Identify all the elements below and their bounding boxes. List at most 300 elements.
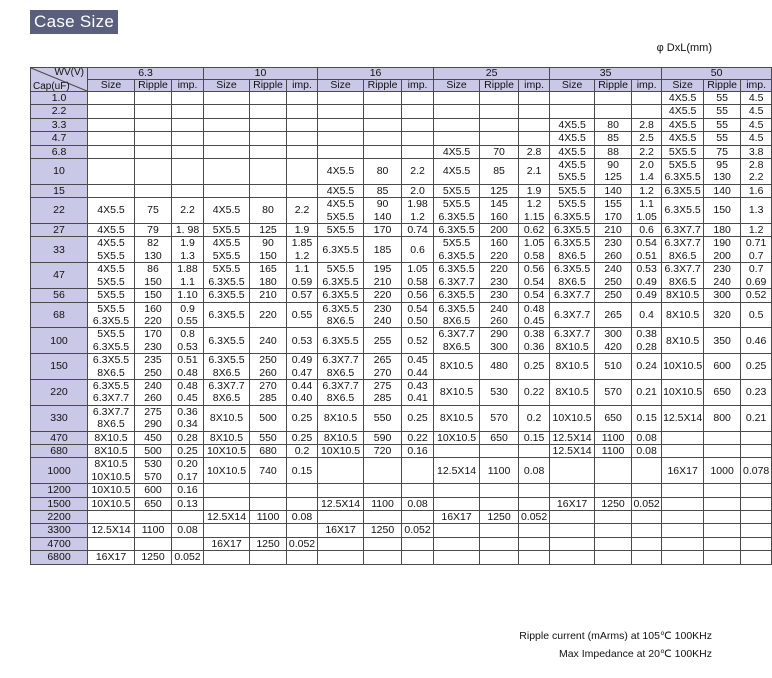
imp-cell	[632, 302, 662, 328]
ripple-cell	[595, 302, 632, 328]
ripple-value: 275	[144, 405, 162, 418]
size-cell	[434, 524, 480, 537]
ripple-cell	[704, 145, 741, 158]
imp-value: 1.05	[523, 237, 545, 250]
size-value: 6.3X5.5	[322, 289, 359, 302]
ripple-cell	[595, 524, 632, 537]
size-cell	[318, 444, 364, 457]
ripple-header: Ripple	[364, 80, 402, 92]
size-cell	[318, 511, 364, 524]
ripple-value: 260	[144, 392, 162, 405]
size-value: 8X6.5	[326, 392, 355, 405]
imp-value: 0.44	[407, 366, 428, 379]
size-cell	[434, 405, 480, 431]
size-value: 8X10.5	[665, 289, 700, 302]
imp-cell	[287, 198, 318, 224]
ripple-value: 285	[373, 392, 392, 405]
ripple-cell	[480, 354, 519, 380]
imp-value: 1.05	[407, 263, 428, 276]
ripple-value: 220	[490, 263, 508, 276]
imp-cell	[519, 405, 550, 431]
ripple-value: 240	[144, 379, 162, 392]
size-cell	[318, 159, 364, 185]
ripple-cell	[364, 105, 402, 118]
size-value: 10X10.5	[206, 444, 247, 457]
ripple-value: 510	[604, 360, 622, 373]
ripple-cell	[250, 118, 287, 131]
ripple-cell	[135, 302, 172, 328]
ripple-cell	[480, 263, 519, 289]
size-value: 4X5.5	[668, 118, 697, 131]
ripple-cell	[704, 132, 741, 145]
ripple-cell	[250, 237, 287, 263]
table-row	[31, 511, 772, 524]
ripple-value: 1000	[710, 464, 734, 477]
size-cell	[662, 224, 704, 237]
size-value: 6.3X7.7	[553, 308, 591, 321]
size-cell	[318, 145, 364, 158]
ripple-value: 90	[607, 159, 619, 172]
imp-value: 0.43	[407, 379, 428, 392]
size-cell	[662, 354, 704, 380]
imp-cell	[741, 224, 772, 237]
imp-value: 0.52	[745, 289, 767, 302]
imp-cell	[172, 118, 204, 131]
size-cell	[662, 237, 704, 263]
imp-value: 0.51	[177, 354, 198, 367]
ripple-cell	[480, 289, 519, 302]
ripple-cell	[135, 159, 172, 185]
size-cell	[318, 354, 364, 380]
size-value: 6.3X5.5	[208, 275, 245, 288]
ripple-value: 590	[373, 431, 392, 444]
imp-cell	[402, 328, 434, 354]
ripple-cell	[364, 132, 402, 145]
size-cell	[662, 497, 704, 510]
size-cell	[204, 484, 250, 497]
ripple-value: 350	[713, 334, 731, 347]
imp-value: 0.48	[177, 366, 198, 379]
ripple-value: 300	[604, 328, 622, 341]
imp-cell	[172, 354, 204, 380]
ripple-cell	[250, 159, 287, 185]
ripple-cell	[135, 458, 172, 484]
size-cell	[434, 198, 480, 224]
size-value: 6.3X5.5	[208, 334, 245, 347]
imp-value: 0.57	[291, 289, 313, 302]
imp-cell	[172, 237, 204, 263]
size-cell	[662, 118, 704, 131]
table-row	[31, 431, 772, 444]
ripple-cell	[364, 92, 402, 105]
ripple-value: 480	[490, 360, 508, 373]
capacitance-cell: 47	[31, 263, 88, 289]
size-cell	[88, 497, 135, 510]
size-cell	[88, 379, 135, 405]
size-value: 4X5.5	[442, 145, 471, 158]
size-value: 6.3X5.5	[553, 237, 591, 250]
size-cell	[550, 263, 595, 289]
ripple-cell	[364, 484, 402, 497]
size-value: 4X5.5	[442, 165, 471, 178]
ripple-value: 720	[373, 444, 392, 457]
imp-cell	[741, 198, 772, 224]
imp-value: 2.1	[526, 165, 542, 178]
imp-value: 2.8	[639, 118, 654, 131]
imp-cell	[519, 118, 550, 131]
imp-cell	[519, 551, 550, 564]
size-value: 6.3X7.7	[322, 354, 359, 367]
ripple-cell	[480, 132, 519, 145]
ripple-value: 55	[716, 118, 728, 131]
ripple-value: 230	[713, 263, 731, 276]
size-value: 6.3X5.5	[322, 243, 359, 256]
imp-cell	[741, 511, 772, 524]
size-value: 5X5.5	[326, 263, 355, 276]
size-cell	[88, 458, 135, 484]
imp-value: 0.49	[636, 275, 657, 288]
imp-value: 1.1	[294, 263, 310, 276]
size-cell	[204, 237, 250, 263]
size-cell	[550, 289, 595, 302]
imp-value: 0.8	[180, 328, 195, 341]
size-cell	[434, 484, 480, 497]
imp-value: 1.2	[748, 224, 764, 237]
size-value: 12.5X14	[320, 497, 361, 510]
ripple-value: 1100	[256, 511, 280, 523]
imp-cell	[741, 537, 772, 550]
ripple-cell	[364, 328, 402, 354]
size-value: 6.3X5.5	[553, 224, 591, 237]
ripple-value: 125	[604, 171, 622, 184]
imp-value: 0.58	[523, 249, 545, 262]
size-cell	[88, 105, 135, 118]
size-cell	[550, 328, 595, 354]
size-cell	[434, 237, 480, 263]
size-value: 5X5.5	[442, 198, 471, 211]
imp-value: 0.23	[745, 386, 767, 399]
imp-cell	[172, 379, 204, 405]
ripple-cell	[250, 497, 287, 510]
table-row	[31, 354, 772, 380]
size-cell	[88, 354, 135, 380]
imp-cell	[287, 379, 318, 405]
size-cell	[550, 224, 595, 237]
size-cell	[204, 354, 250, 380]
capacitance-cell: 10	[31, 159, 88, 185]
imp-cell	[172, 497, 204, 510]
ripple-cell	[135, 118, 172, 131]
ripple-cell	[135, 431, 172, 444]
imp-value: 2.2	[294, 204, 310, 217]
size-value: 8X6.5	[97, 418, 125, 431]
voltage-header: 35	[550, 68, 662, 80]
imp-cell	[632, 379, 662, 405]
imp-cell	[632, 431, 662, 444]
imp-value: 0.052	[404, 524, 431, 537]
size-cell	[434, 302, 480, 328]
size-cell	[550, 431, 595, 444]
ripple-cell	[135, 444, 172, 457]
size-value: 10X10.5	[663, 360, 703, 373]
ripple-cell	[480, 405, 519, 431]
size-value: 10X10.5	[663, 386, 703, 399]
ripple-cell	[480, 237, 519, 263]
imp-cell	[287, 184, 318, 197]
size-value: 4X5.5	[97, 204, 125, 217]
ripple-cell	[704, 497, 741, 510]
size-cell	[434, 497, 480, 510]
ripple-value: 250	[259, 354, 277, 367]
size-value: 16X17	[441, 511, 472, 523]
size-cell	[662, 511, 704, 524]
ripple-value: 82	[147, 237, 159, 250]
imp-cell	[632, 484, 662, 497]
size-cell	[318, 224, 364, 237]
imp-cell	[632, 497, 662, 510]
ripple-cell	[364, 145, 402, 158]
ripple-value: 90	[262, 237, 274, 250]
ripple-value: 230	[604, 237, 622, 250]
ripple-cell	[595, 198, 632, 224]
size-cell	[662, 524, 704, 537]
table-row	[31, 145, 772, 158]
ripple-cell	[250, 524, 287, 537]
ripple-value: 270	[259, 379, 277, 392]
imp-value: 0.45	[407, 354, 428, 367]
size-value: 5X5.5	[212, 263, 241, 276]
imp-value: 4.5	[748, 118, 764, 131]
size-cell	[88, 405, 135, 431]
ripple-value: 130	[713, 171, 731, 184]
size-cell	[550, 354, 595, 380]
imp-value: 0.25	[745, 360, 767, 373]
imp-cell	[402, 132, 434, 145]
size-cell	[550, 537, 595, 550]
ripple-cell	[250, 511, 287, 524]
table-row	[31, 328, 772, 354]
size-value: 6.3X5.5	[664, 204, 701, 217]
ripple-cell	[595, 184, 632, 197]
imp-cell	[287, 511, 318, 524]
header-corner	[31, 68, 88, 92]
size-cell	[550, 405, 595, 431]
ripple-value: 210	[259, 289, 277, 302]
ripple-value: 600	[713, 360, 731, 373]
wv-label: WV(V)	[54, 67, 84, 78]
imp-value: 0.36	[177, 405, 198, 418]
imp-cell	[287, 92, 318, 105]
imp-value: 0.08	[636, 431, 657, 444]
ripple-value: 79	[147, 224, 159, 237]
imp-cell	[172, 184, 204, 197]
imp-value: 4.5	[748, 132, 764, 145]
capacitance-cell: 1500	[31, 497, 88, 510]
size-cell	[88, 551, 135, 564]
ripple-value: 250	[144, 366, 162, 379]
ripple-value: 1100	[371, 497, 394, 510]
imp-cell	[402, 159, 434, 185]
unit-note: φ DxL(mm)	[656, 42, 712, 54]
imp-value: 0.54	[407, 302, 428, 315]
imp-value: 2.8	[748, 159, 764, 172]
imp-value: 0.15	[291, 464, 313, 477]
ripple-value: 570	[604, 386, 622, 399]
size-cell	[662, 484, 704, 497]
ripple-value: 650	[713, 386, 731, 399]
imp-cell	[741, 145, 772, 158]
size-value: 8X10.5	[555, 340, 589, 353]
size-value: 6.3X7.7	[208, 379, 245, 392]
size-cell	[662, 405, 704, 431]
ripple-cell	[135, 132, 172, 145]
size-cell	[318, 497, 364, 510]
ripple-value: 140	[373, 210, 392, 223]
imp-cell	[172, 458, 204, 484]
size-cell	[550, 484, 595, 497]
ripple-value: 1100	[141, 524, 165, 537]
ripple-cell	[480, 484, 519, 497]
size-cell	[662, 105, 704, 118]
imp-cell	[632, 511, 662, 524]
impedance-footnote: Max Impedance at 20℃ 100KHz	[558, 648, 712, 660]
imp-cell	[519, 92, 550, 105]
capacitance-cell: 680	[31, 444, 88, 457]
size-value: 10X10.5	[91, 470, 131, 483]
ripple-value: 85	[376, 184, 389, 197]
imp-value: 2.2	[410, 165, 425, 178]
size-value: 6.3X5.5	[208, 354, 245, 367]
size-cell	[204, 159, 250, 185]
size-cell	[204, 551, 250, 564]
size-value: 5X5.5	[442, 184, 471, 197]
size-cell	[662, 458, 704, 484]
size-value: 8X10.5	[209, 431, 244, 444]
ripple-cell	[480, 159, 519, 185]
ripple-cell	[250, 132, 287, 145]
voltage-header: 16	[318, 68, 434, 80]
imp-value: 1.9	[294, 224, 310, 237]
ripple-cell	[364, 289, 402, 302]
ripple-cell	[704, 302, 741, 328]
imp-cell	[402, 237, 434, 263]
size-value: 6.3X5.5	[92, 314, 130, 327]
imp-cell	[741, 302, 772, 328]
ripple-cell	[135, 198, 172, 224]
imp-cell	[287, 524, 318, 537]
size-value: 10X10.5	[91, 497, 131, 510]
imp-cell	[172, 198, 204, 224]
imp-value: 1.05	[636, 210, 657, 223]
size-value: 6.3X5.5	[438, 289, 475, 302]
ripple-value: 1100	[601, 444, 625, 457]
imp-cell	[519, 224, 550, 237]
imp-value: 0.6	[639, 224, 654, 237]
imp-cell	[741, 132, 772, 145]
size-value: 12.5X14	[91, 524, 131, 537]
imp-cell	[632, 118, 662, 131]
size-value: 12.5X14	[552, 431, 592, 444]
imp-header: imp.	[519, 80, 550, 92]
imp-cell	[632, 328, 662, 354]
size-value: 5X5.5	[558, 184, 586, 197]
imp-cell	[402, 289, 434, 302]
ripple-value: 220	[144, 314, 162, 327]
ripple-value: 86	[147, 263, 159, 276]
imp-value: 2.8	[526, 145, 542, 158]
imp-value: 0.22	[523, 386, 545, 399]
ripple-cell	[364, 354, 402, 380]
size-value: 5X5.5	[97, 249, 125, 262]
ripple-cell	[135, 184, 172, 197]
imp-value: 0.052	[633, 497, 660, 510]
imp-value: 0.20	[177, 458, 198, 471]
size-cell	[662, 537, 704, 550]
ripple-value: 550	[259, 431, 277, 444]
ripple-value: 600	[144, 484, 162, 497]
ripple-value: 180	[713, 224, 731, 237]
size-cell	[434, 145, 480, 158]
size-cell	[88, 145, 135, 158]
ripple-value: 200	[490, 224, 508, 237]
imp-cell	[402, 537, 434, 550]
ripple-cell	[595, 537, 632, 550]
imp-value: 0.49	[636, 289, 657, 302]
ripple-cell	[364, 444, 402, 457]
imp-cell	[402, 184, 434, 197]
size-value: 6.3X7.7	[92, 405, 130, 418]
ripple-cell	[704, 118, 741, 131]
size-value: 6.3X5.5	[322, 302, 359, 315]
ripple-value: 1100	[601, 431, 625, 444]
ripple-value: 75	[716, 145, 728, 158]
size-cell	[204, 379, 250, 405]
size-value: 8X10.5	[439, 411, 474, 424]
size-cell	[318, 132, 364, 145]
imp-cell	[172, 328, 204, 354]
ripple-value: 1250	[487, 511, 511, 523]
imp-cell	[287, 118, 318, 131]
size-value: 6.3X5.5	[438, 249, 475, 262]
table-row	[31, 92, 772, 105]
size-value: 6.3X5.5	[322, 275, 359, 288]
imp-value: 1. 98	[175, 224, 200, 237]
voltage-header: 25	[434, 68, 550, 80]
ripple-value: 145	[490, 198, 508, 211]
ripple-cell	[704, 379, 741, 405]
ripple-cell	[704, 354, 741, 380]
ripple-value: 650	[604, 411, 622, 424]
ripple-value: 240	[490, 302, 508, 315]
size-cell	[204, 118, 250, 131]
ripple-cell	[595, 237, 632, 263]
ripple-value: 185	[373, 243, 392, 256]
ripple-cell	[250, 263, 287, 289]
imp-cell	[632, 458, 662, 484]
ripple-cell	[135, 551, 172, 564]
imp-cell	[519, 444, 550, 457]
size-value: 6.3X7.7	[664, 224, 701, 237]
size-value: 10X10.5	[320, 444, 361, 457]
ripple-value: 530	[490, 386, 508, 399]
ripple-cell	[704, 484, 741, 497]
imp-cell	[402, 405, 434, 431]
imp-value: 0.15	[636, 411, 657, 424]
size-cell	[204, 92, 250, 105]
table-row	[31, 537, 772, 550]
ripple-value: 450	[144, 431, 162, 444]
table-row	[31, 184, 772, 197]
